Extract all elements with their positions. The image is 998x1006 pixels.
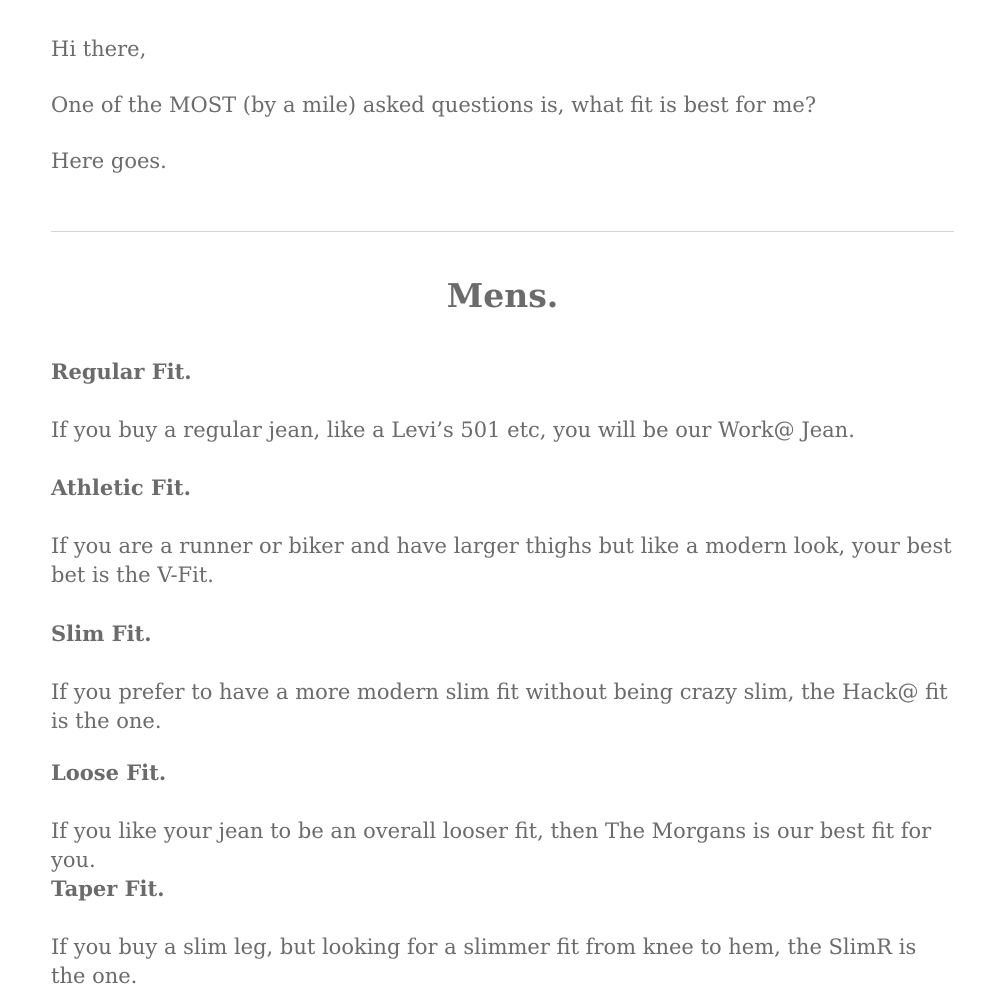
fit-text-slim: If you prefer to have a more modern slim fit without being crazy slim, the Hack@ fit is the one. [51,680,948,733]
fit-heading-regular: Regular Fit. [51,359,192,384]
section-divider [51,231,954,232]
fit-heading-slim: Slim Fit. [51,621,152,646]
fit-text-loose: If you like your jean to be an overall looser fit, then The Morgans is our best fit for you. [51,819,932,872]
fit-text-athletic: If you are a runner or biker and have larger thighs but like a modern look, your best bet is the V-Fit. [51,534,952,587]
fit-heading-loose: Loose Fit. [51,760,167,785]
greeting-text: Hi there, [51,37,147,61]
fit-text-taper: If you buy a slim leg, but looking for a slimmer fit from knee to hem, the SlimR is the one. [51,935,917,988]
intro-question-text: One of the MOST (by a mile) asked questions is, what fit is best for me? [51,93,817,117]
intro-lead-text: Here goes. [51,149,167,173]
fit-heading-athletic: Athletic Fit. [51,475,191,500]
fit-text-regular: If you buy a regular jean, like a Levi’s 501 etc, you will be our Work@ Jean. [51,418,855,442]
section-title: Mens. [446,276,559,315]
fit-heading-taper: Taper Fit. [51,876,165,901]
